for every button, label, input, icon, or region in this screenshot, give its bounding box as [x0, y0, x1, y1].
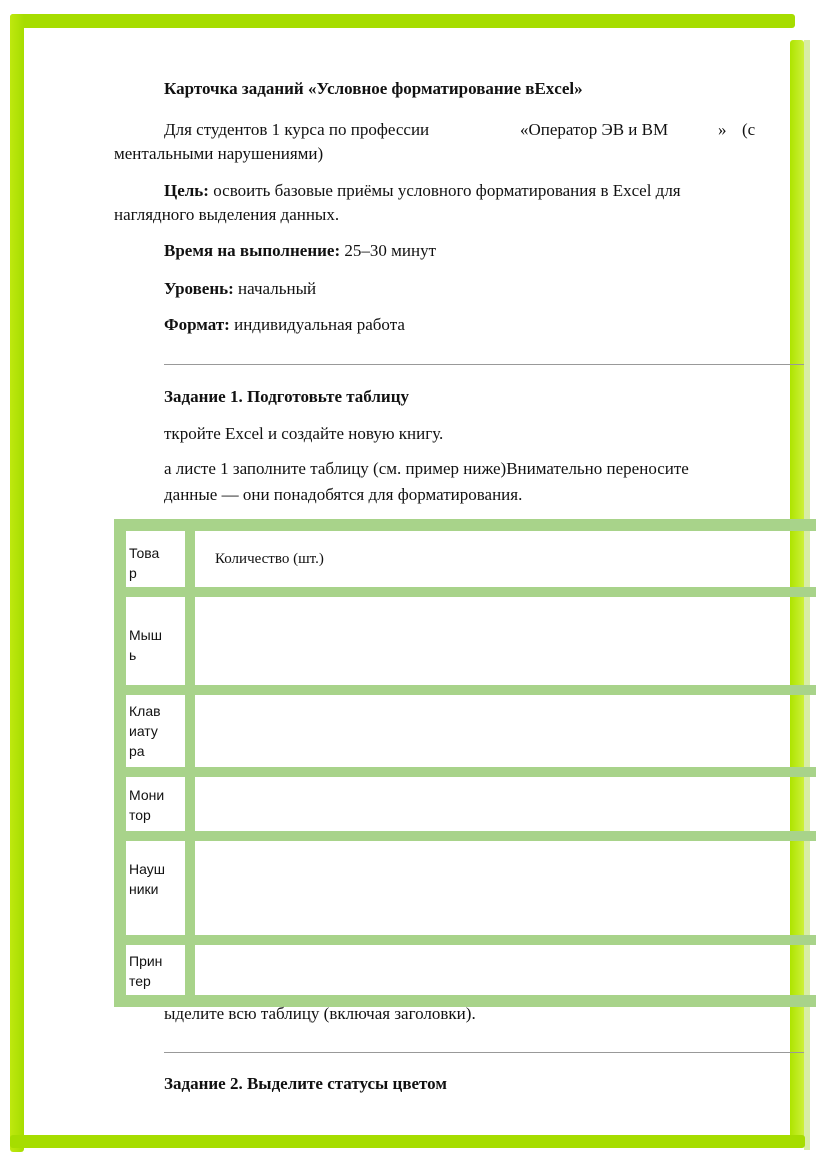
format-value: индивидуальная работа	[234, 315, 405, 334]
table-cell-quantity	[190, 592, 816, 690]
level-value: начальный	[238, 279, 317, 298]
table-row	[121, 690, 816, 772]
goal-text-cont: наглядного выделения данных.	[114, 205, 340, 224]
time-label: Время на выполнение:	[164, 241, 341, 260]
table-row	[121, 592, 816, 690]
table-cell-product: Наушники	[121, 836, 190, 940]
format-line	[164, 314, 405, 336]
task1-step2-part1: а листе 1 заполните таблицу (см. пример ниже)	[164, 459, 507, 478]
goal-line	[164, 180, 681, 202]
task1-step1: ткройте Excel и создайте новую книгу.	[164, 424, 444, 443]
level-line	[164, 278, 316, 300]
table-cell-quantity	[190, 690, 816, 772]
students-paren: (с	[742, 120, 756, 139]
task1-step2-cont: данные — они понадобятся для форматирования.	[164, 485, 523, 504]
goal-label: Цель:	[164, 181, 209, 200]
format-label: Формат:	[164, 315, 230, 334]
level-label: Уровень:	[164, 279, 234, 298]
table-header-product: Товар	[121, 526, 190, 592]
profession-quote: »	[718, 120, 727, 139]
profession-text: «Оператор ЭВ и ВМ	[520, 120, 669, 139]
task1-step3: ыделите всю таблицу (включая заголовки).	[164, 1004, 476, 1023]
table-cell-product: Принтер	[121, 940, 190, 1000]
sample-table	[114, 519, 816, 1007]
table-row	[121, 772, 816, 836]
table-header-quantity: Количество (шт.)	[190, 526, 816, 592]
divider-1	[164, 364, 804, 365]
task1-heading: Задание 1. Подготовьте таблицу	[164, 387, 409, 406]
table-cell-product: Мышь	[121, 592, 190, 690]
students-text: Для студентов 1 курса по профессии	[164, 120, 430, 139]
table-cell-product: Клавиатура	[121, 690, 190, 772]
table-row	[121, 940, 816, 1000]
task1-step2	[164, 458, 689, 480]
goal-text: освоить базовые приёмы условного форматирования в Excel для	[213, 181, 681, 200]
table-cell-quantity	[190, 772, 816, 836]
page-border-bottom	[10, 1135, 805, 1148]
page-border-left	[10, 14, 24, 1152]
time-value: 25–30 минут	[344, 241, 436, 260]
table-cell-quantity	[190, 836, 816, 940]
task1-step2-part2: Внимательно переносите	[506, 459, 689, 478]
table-cell-product: Монитор	[121, 772, 190, 836]
table-cell-quantity	[190, 940, 816, 1000]
table-header-row	[121, 526, 816, 592]
task2-heading: Задание 2. Выделите статусы цветом	[164, 1074, 447, 1093]
students-text-cont: ментальными нарушениями)	[114, 144, 324, 163]
table-row	[121, 836, 816, 940]
divider-2	[164, 1052, 804, 1053]
time-line	[164, 240, 436, 262]
page-border-top	[10, 14, 795, 28]
card-title: Карточка заданий «Условное форматирование вExcel»	[164, 79, 583, 98]
